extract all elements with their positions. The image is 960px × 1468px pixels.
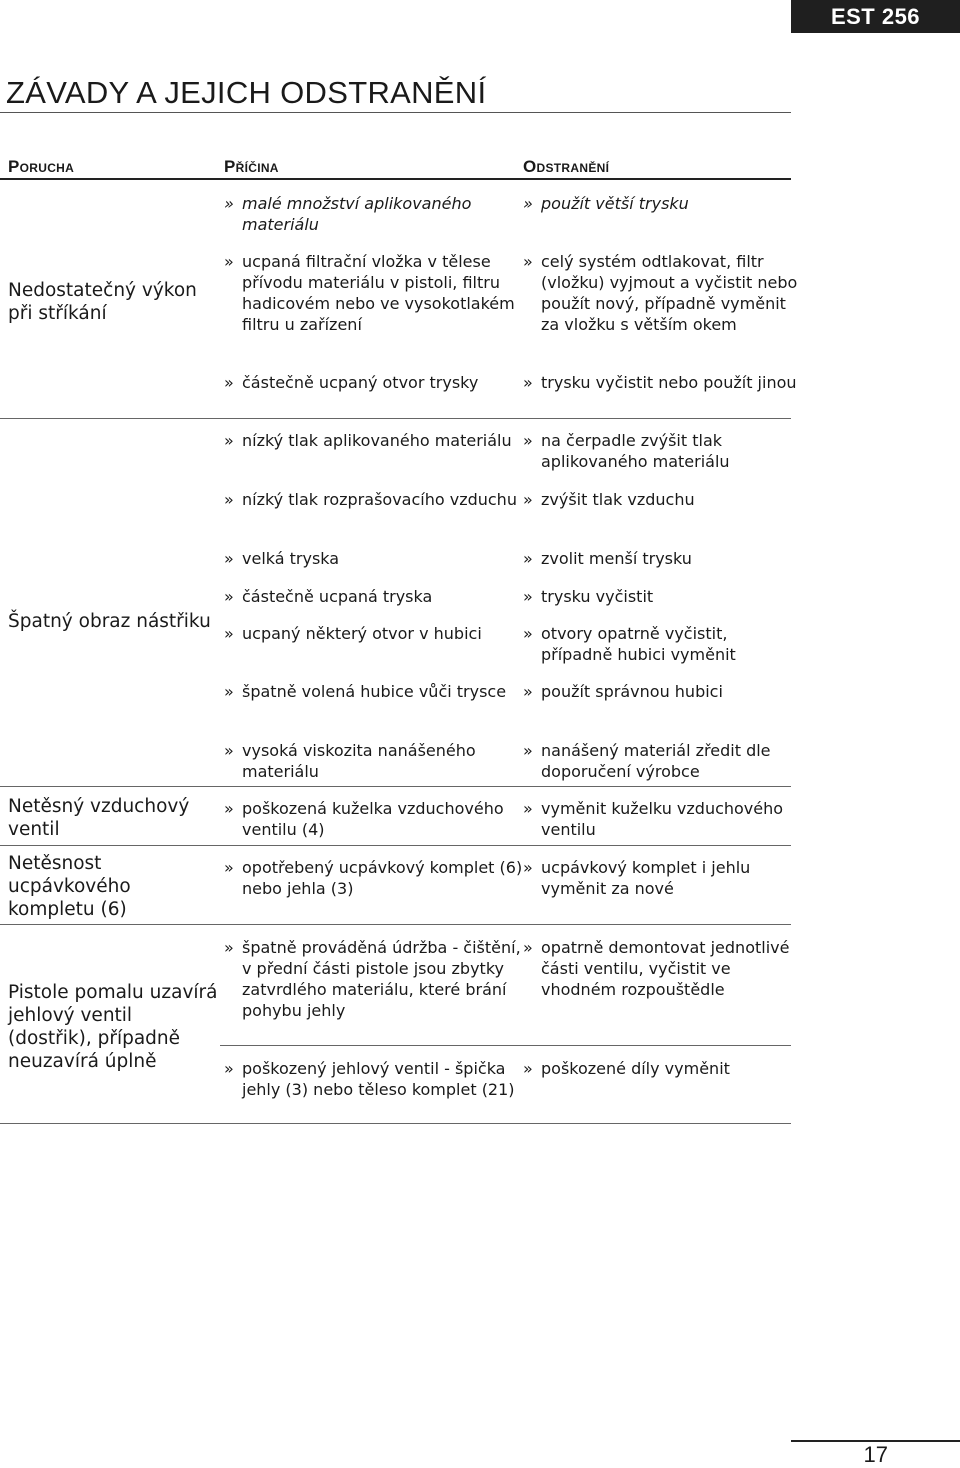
bullet-marker: » (224, 799, 234, 818)
cause-text: ucpaná filtrační vložka v tělese přívodu materiálu v pistoli, filtru hadicovém nebo ve vysokotlakém filtru u zařízení (242, 252, 515, 334)
remedy-cell (523, 1058, 803, 1079)
remedy-text: opatrně demontovat jednotlivé části ventilu, vyčistit ve vhodném rozpouštědle (541, 938, 790, 999)
remedy-cell (523, 740, 803, 782)
table-bottom-divider (0, 1123, 791, 1124)
fault-label: Pistole pomalu uzavírá jehlový ventil (dostřik), případně neuzavírá úplně (8, 982, 218, 1072)
bullet-marker: » (523, 682, 533, 701)
bullet-marker: » (224, 549, 234, 568)
bullet-marker: » (523, 194, 533, 213)
cause-cell (224, 937, 524, 1021)
bullet-marker: » (224, 373, 234, 392)
cause-text: ucpaný některý otvor v hubici (242, 624, 482, 643)
bullet-marker: » (224, 1059, 234, 1078)
remedy-cell (523, 798, 803, 840)
remedy-text: celý systém odtlakovat, filtr (vložku) vyjmout a vyčistit nebo použít nový, případně vyměnit za vložku s větším okem (541, 252, 798, 334)
bullet-marker: » (224, 741, 234, 760)
cause-text: poškozený jehlový ventil - špička jehly (3) nebo těleso komplet (21) (242, 1059, 515, 1099)
bullet-marker: » (523, 624, 533, 643)
fault-label: Nedostatečný výkon při stříkání (8, 280, 197, 324)
cause-text: nízký tlak aplikovaného materiálu (242, 431, 512, 450)
section-divider (0, 418, 791, 419)
cause-cell (224, 193, 524, 235)
page-title: ZÁVADY A JEJICH ODSTRANĚNÍ (6, 75, 487, 110)
bullet-marker: » (224, 858, 234, 877)
remedy-text: zvýšit tlak vzduchu (541, 490, 695, 509)
cause-text: špatně prováděná údržba - čištění, v přední části pistole jsou zbytky zatvrdlého materiálu, které brání pohybu jehly (242, 938, 521, 1020)
remedy-cell (523, 681, 803, 702)
remedy-text: použít správnou hubici (541, 682, 723, 701)
remedy-text: otvory opatrně vyčistit, případně hubici vyměnit (541, 624, 736, 664)
bullet-marker: » (523, 799, 533, 818)
remedy-cell (523, 937, 803, 1000)
column-header-cause: Příčina (224, 157, 279, 176)
remedy-text: poškozené díly vyměnit (541, 1059, 730, 1078)
cause-cell (224, 251, 524, 335)
title-divider (0, 112, 791, 113)
bullet-marker: » (224, 682, 234, 701)
remedy-text: ucpávkový komplet i jehlu vyměnit za nové (541, 858, 751, 898)
page-number: 17 (863, 1442, 888, 1467)
column-header-remedy: Odstranění (523, 157, 610, 176)
remedy-cell (523, 430, 803, 472)
remedy-cell (523, 372, 803, 393)
cause-text: částečně ucpaná tryska (242, 587, 433, 606)
cause-cell (224, 623, 524, 644)
remedy-cell (523, 548, 803, 569)
cause-text: vysoká viskozita nanášeného materiálu (242, 741, 476, 781)
bullet-marker: » (523, 373, 533, 392)
bullet-marker: » (523, 587, 533, 606)
cause-cell (224, 857, 524, 899)
bullet-marker: » (523, 1059, 533, 1078)
fault-label: Špatný obraz nástřiku (8, 611, 211, 632)
fault-label: Netěsnost ucpávkového kompletu (6) (8, 853, 131, 920)
bullet-marker: » (224, 587, 234, 606)
bullet-marker: » (523, 431, 533, 450)
bullet-marker: » (523, 938, 533, 957)
document-code-badge: EST 256 (791, 0, 960, 33)
cause-text: poškozená kuželka vzduchového ventilu (4) (242, 799, 504, 839)
cause-cell (224, 740, 524, 782)
bullet-marker: » (523, 741, 533, 760)
remedy-text: trysku vyčistit (541, 587, 654, 606)
cause-cell (224, 681, 524, 702)
fault-label: Netěsný vzduchový ventil (8, 796, 190, 840)
cause-cell (224, 489, 524, 510)
remedy-text: na čerpadle zvýšit tlak aplikovaného materiálu (541, 431, 730, 471)
bullet-marker: » (224, 252, 234, 271)
remedy-text: zvolit menší trysku (541, 549, 692, 568)
bullet-marker: » (224, 938, 234, 957)
cause-cell (224, 798, 524, 840)
remedy-text: použít větší trysku (541, 194, 689, 213)
bullet-marker: » (224, 194, 234, 213)
row-divider (220, 1045, 791, 1046)
remedy-cell (523, 251, 803, 335)
remedy-cell (523, 623, 803, 665)
remedy-cell (523, 193, 803, 214)
cause-text: špatně volená hubice vůči trysce (242, 682, 507, 701)
cause-text: částečně ucpaný otvor trysky (242, 373, 479, 392)
remedy-cell (523, 586, 803, 607)
bullet-marker: » (523, 858, 533, 877)
section-divider (0, 786, 791, 787)
section-divider (0, 924, 791, 925)
remedy-text: nanášený materiál zředit dle doporučení výrobce (541, 741, 771, 781)
cause-cell (224, 430, 524, 451)
cause-text: malé množství aplikovaného materiálu (242, 194, 472, 234)
remedy-text: vyměnit kuželku vzduchového ventilu (541, 799, 784, 839)
header-divider (0, 178, 791, 180)
cause-cell (224, 372, 524, 393)
bullet-marker: » (224, 624, 234, 643)
cause-text: velká tryska (242, 549, 340, 568)
cause-text: opotřebený ucpávkový komplet (6) nebo jehla (3) (242, 858, 523, 898)
bullet-marker: » (224, 490, 234, 509)
cause-cell (224, 586, 524, 607)
cause-text: nízký tlak rozprašovacího vzduchu (242, 490, 517, 509)
remedy-cell (523, 857, 803, 899)
cause-cell (224, 1058, 524, 1100)
bullet-marker: » (523, 252, 533, 271)
remedy-cell (523, 489, 803, 510)
section-divider (0, 845, 791, 846)
column-header-fault: Porucha (8, 157, 75, 176)
bullet-marker: » (523, 490, 533, 509)
cause-cell (224, 548, 524, 569)
remedy-text: trysku vyčistit nebo použít jinou (541, 373, 797, 392)
bullet-marker: » (224, 431, 234, 450)
bullet-marker: » (523, 549, 533, 568)
